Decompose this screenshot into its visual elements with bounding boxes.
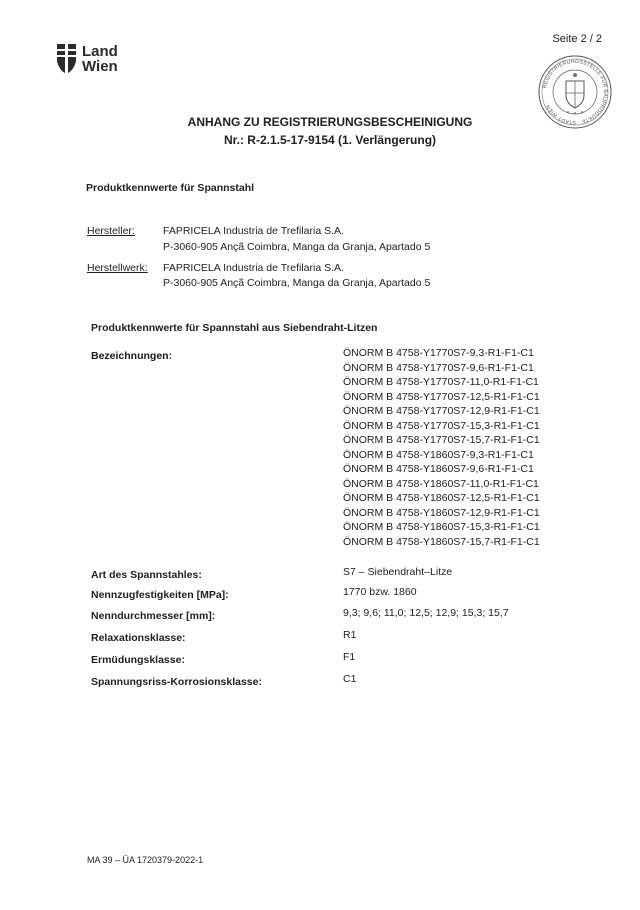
footer-reference: MA 39 – ÜA 1720379-2022-1 [87,855,204,865]
nominal-diameter-label: Nenndurchmesser [mm]: [91,610,216,622]
tensile-strength-value: 1770 bzw. 1860 [343,586,417,598]
steel-type-label: Art des Spannstahles: [91,569,202,581]
nominal-diameter-value: 9,3; 9,6; 11,0; 12,5; 12,9; 15,3; 15,7 [343,607,509,619]
section-heading-product-values: Produktkennwerte für Spannstahl [86,182,255,194]
designation-item: ÖNORM B 4758-Y1860S7-15,7-R1-F1-C1 [343,535,540,548]
designation-item: ÖNORM B 4758-Y1770S7-11,0-R1-F1-C1 [343,376,539,388]
page-number: Seite 2 / 2 [552,33,602,45]
manufacturer-label: Hersteller: [87,225,135,237]
land-wien-logo [57,44,127,76]
manufacturer-name: FAPRICELA Industria de Trefilaria S.A. [163,225,344,237]
section-heading-seven-wire-strands: Produktkennwerte für Spannstahl aus Siebendraht-Litzen [91,322,378,334]
designation-item: ÖNORM B 4758-Y1770S7-15,7-R1-F1-C1 [343,434,540,446]
stress-corrosion-class-label: Spannungsriss-Korrosionsklasse: [91,676,262,688]
registration-number: Nr.: R-2.1.5-17-9154 (1. Verlängerung) [223,133,437,147]
fatigue-class-value: F1 [343,651,356,663]
designations-label: Bezeichnungen: [91,350,173,362]
steel-type-value: S7 – Siebendraht–Litze [343,566,453,578]
designation-item: ÖNORM B 4758-Y1860S7-15,3-R1-F1-C1 [343,521,540,533]
designation-item: ÖNORM B 4758-Y1770S7-12,9-R1-F1-C1 [343,405,540,417]
designation-item: ÖNORM B 4758-Y1770S7-9,3-R1-F1-C1 [343,347,534,359]
designation-item: ÖNORM B 4758-Y1770S7-9,6-R1-F1-C1 [343,361,534,374]
logo-text-line2: Wien [82,58,118,75]
designation-item: ÖNORM B 4758-Y1860S7-12,9-R1-F1-C1 [343,506,540,519]
plant-name: FAPRICELA Industria de Trefilaria S.A. [163,262,344,274]
document-title: ANHANG ZU REGISTRIERUNGSBESCHEINIGUNG [187,115,473,129]
plant-label: Herstellwerk: [87,262,148,274]
plant-address: P-3060-905 Ançã Coimbra, Manga da Granja, Apartado 5 [163,277,431,289]
designation-item: ÖNORM B 4758-Y1860S7-12,5-R1-F1-C1 [343,492,540,504]
svg-text:REGISTRIERUNGSSTELLE FÜR BAUPR: REGISTRIERUNGSSTELLE FÜR BAUPRODUKTE · STADT WIEN · [542,58,609,126]
designation-item: ÖNORM B 4758-Y1860S7-9,3-R1-F1-C1 [343,448,534,461]
fatigue-class-label: Ermüdungsklasse: [91,654,185,666]
manufacturer-address: P-3060-905 Ançã Coimbra, Manga da Granja, Apartado 5 [163,241,431,253]
designation-item: ÖNORM B 4758-Y1860S7-11,0-R1-F1-C1 [343,477,539,490]
stress-corrosion-class-value: C1 [343,673,357,685]
tensile-strength-label: Nennzugfestigkeiten [MPa]: [91,589,229,601]
designation-item: ÖNORM B 4758-Y1770S7-15,3-R1-F1-C1 [343,419,540,432]
designation-item: ÖNORM B 4758-Y1770S7-12,5-R1-F1-C1 [343,390,540,403]
vienna-coat-of-arms-icon [57,44,76,74]
designations-list [343,346,540,549]
designation-item: ÖNORM B 4758-Y1860S7-9,6-R1-F1-C1 [343,463,534,475]
logo-text-line1: Land [82,43,118,60]
relaxation-class-label: Relaxationsklasse: [91,632,186,644]
relaxation-class-value: R1 [343,629,357,641]
